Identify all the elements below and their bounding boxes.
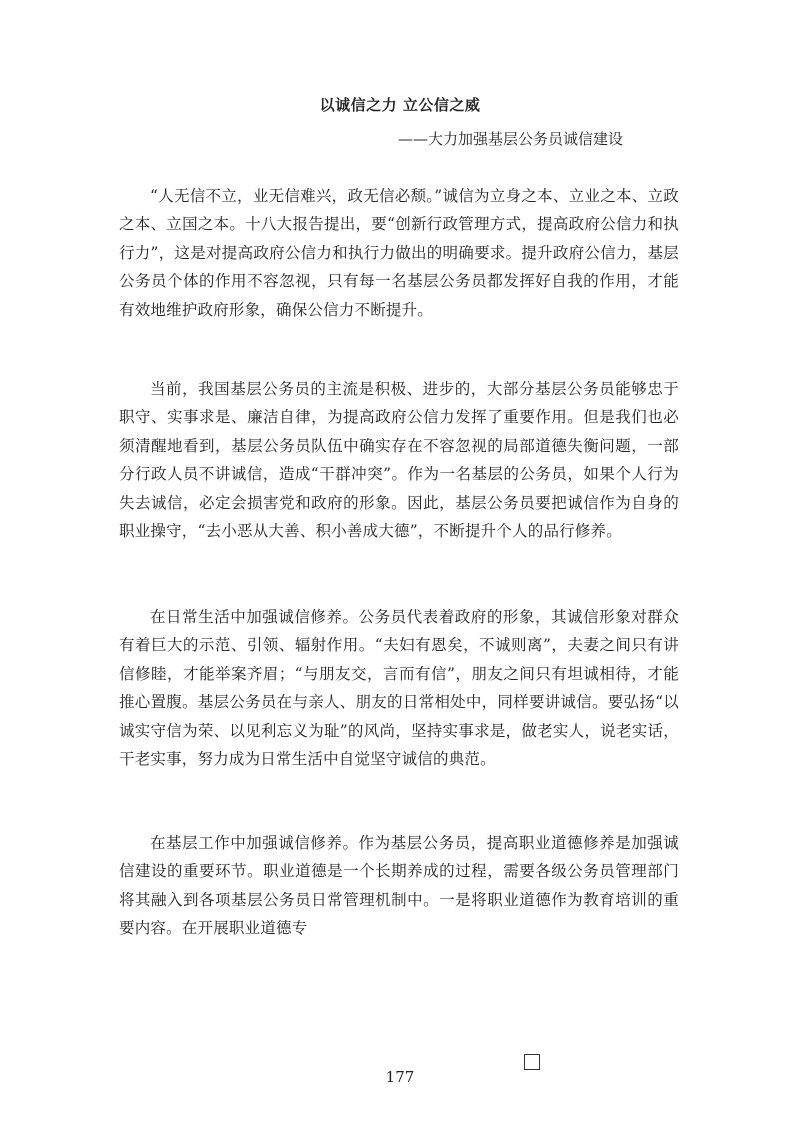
document-title: 以诚信之力 立公信之威 bbox=[319, 96, 481, 114]
paragraph-3: 在日常生活中加强诚信修养。公务员代表着政府的形象，其诚信形象对群众有着巨大的示范、引领、辐射作用。“夫妇有恩矣，不诚则离”，夫妻之间只有讲信修睦，才能举案齐眉；“与朋友交，言而有信”，朋友之间只有坦诚相待，才能推心置腹。基层公务员在与亲人、朋友的日常相处中，同样要讲诚信。要弘扬“以诚实守信为荣、以见利忘义为耻”的风尚，坚持实事求是，做老实人，说老实话，干老实事，努力成为日常生活中自觉坚守诚信的典范。 bbox=[119, 608, 679, 769]
page-number: 177 bbox=[385, 1068, 415, 1086]
paragraph-1: “人无信不立，业无信难兴，政无信必颓。”诚信为立身之本、立业之本、立政之本、立国之本。十八大报告提出，要“创新行政管理方式，提高政府公信力和执行力”，这是对提高政府公信力和执行力做出的明确要求。提升政府公信力，基层公务员个体的作用不容忽视，只有每一名基层公务员都发挥好自我的作用，才能有效地维护政府形象，确保公信力不断提升。 bbox=[119, 187, 679, 319]
paragraph-4: 在基层工作中加强诚信修养。作为基层公务员，提高职业道德修养是加强诚信建设的重要环节。职业道德是一个长期养成的过程，需要各级公务员管理部门将其融入到各项基层公务员日常管理机制中。一是将职业道德作为教育培训的重要内容。在开展职业道德专 bbox=[119, 834, 679, 938]
paragraph-2: 当前，我国基层公务员的主流是积极、进步的，大部分基层公务员能够忠于职守、实事求是、廉洁自律，为提高政府公信力发挥了重要作用。但是我们也必须清醒地看到，基层公务员队伍中确实存在不容忽视的局部道德失衡问题，一部分行政人员不讲诚信，造成“干群冲突”。作为一名基层的公务员，如果个人行为失去诚信，必定会损害党和政府的形象。因此，基层公务员要把诚信作为自身的职业操守，“去小恶从大善、积小善成大德”，不断提升个人的品行修养。 bbox=[119, 380, 679, 541]
document-subtitle: ——大力加强基层公务员诚信建设 bbox=[398, 130, 624, 148]
